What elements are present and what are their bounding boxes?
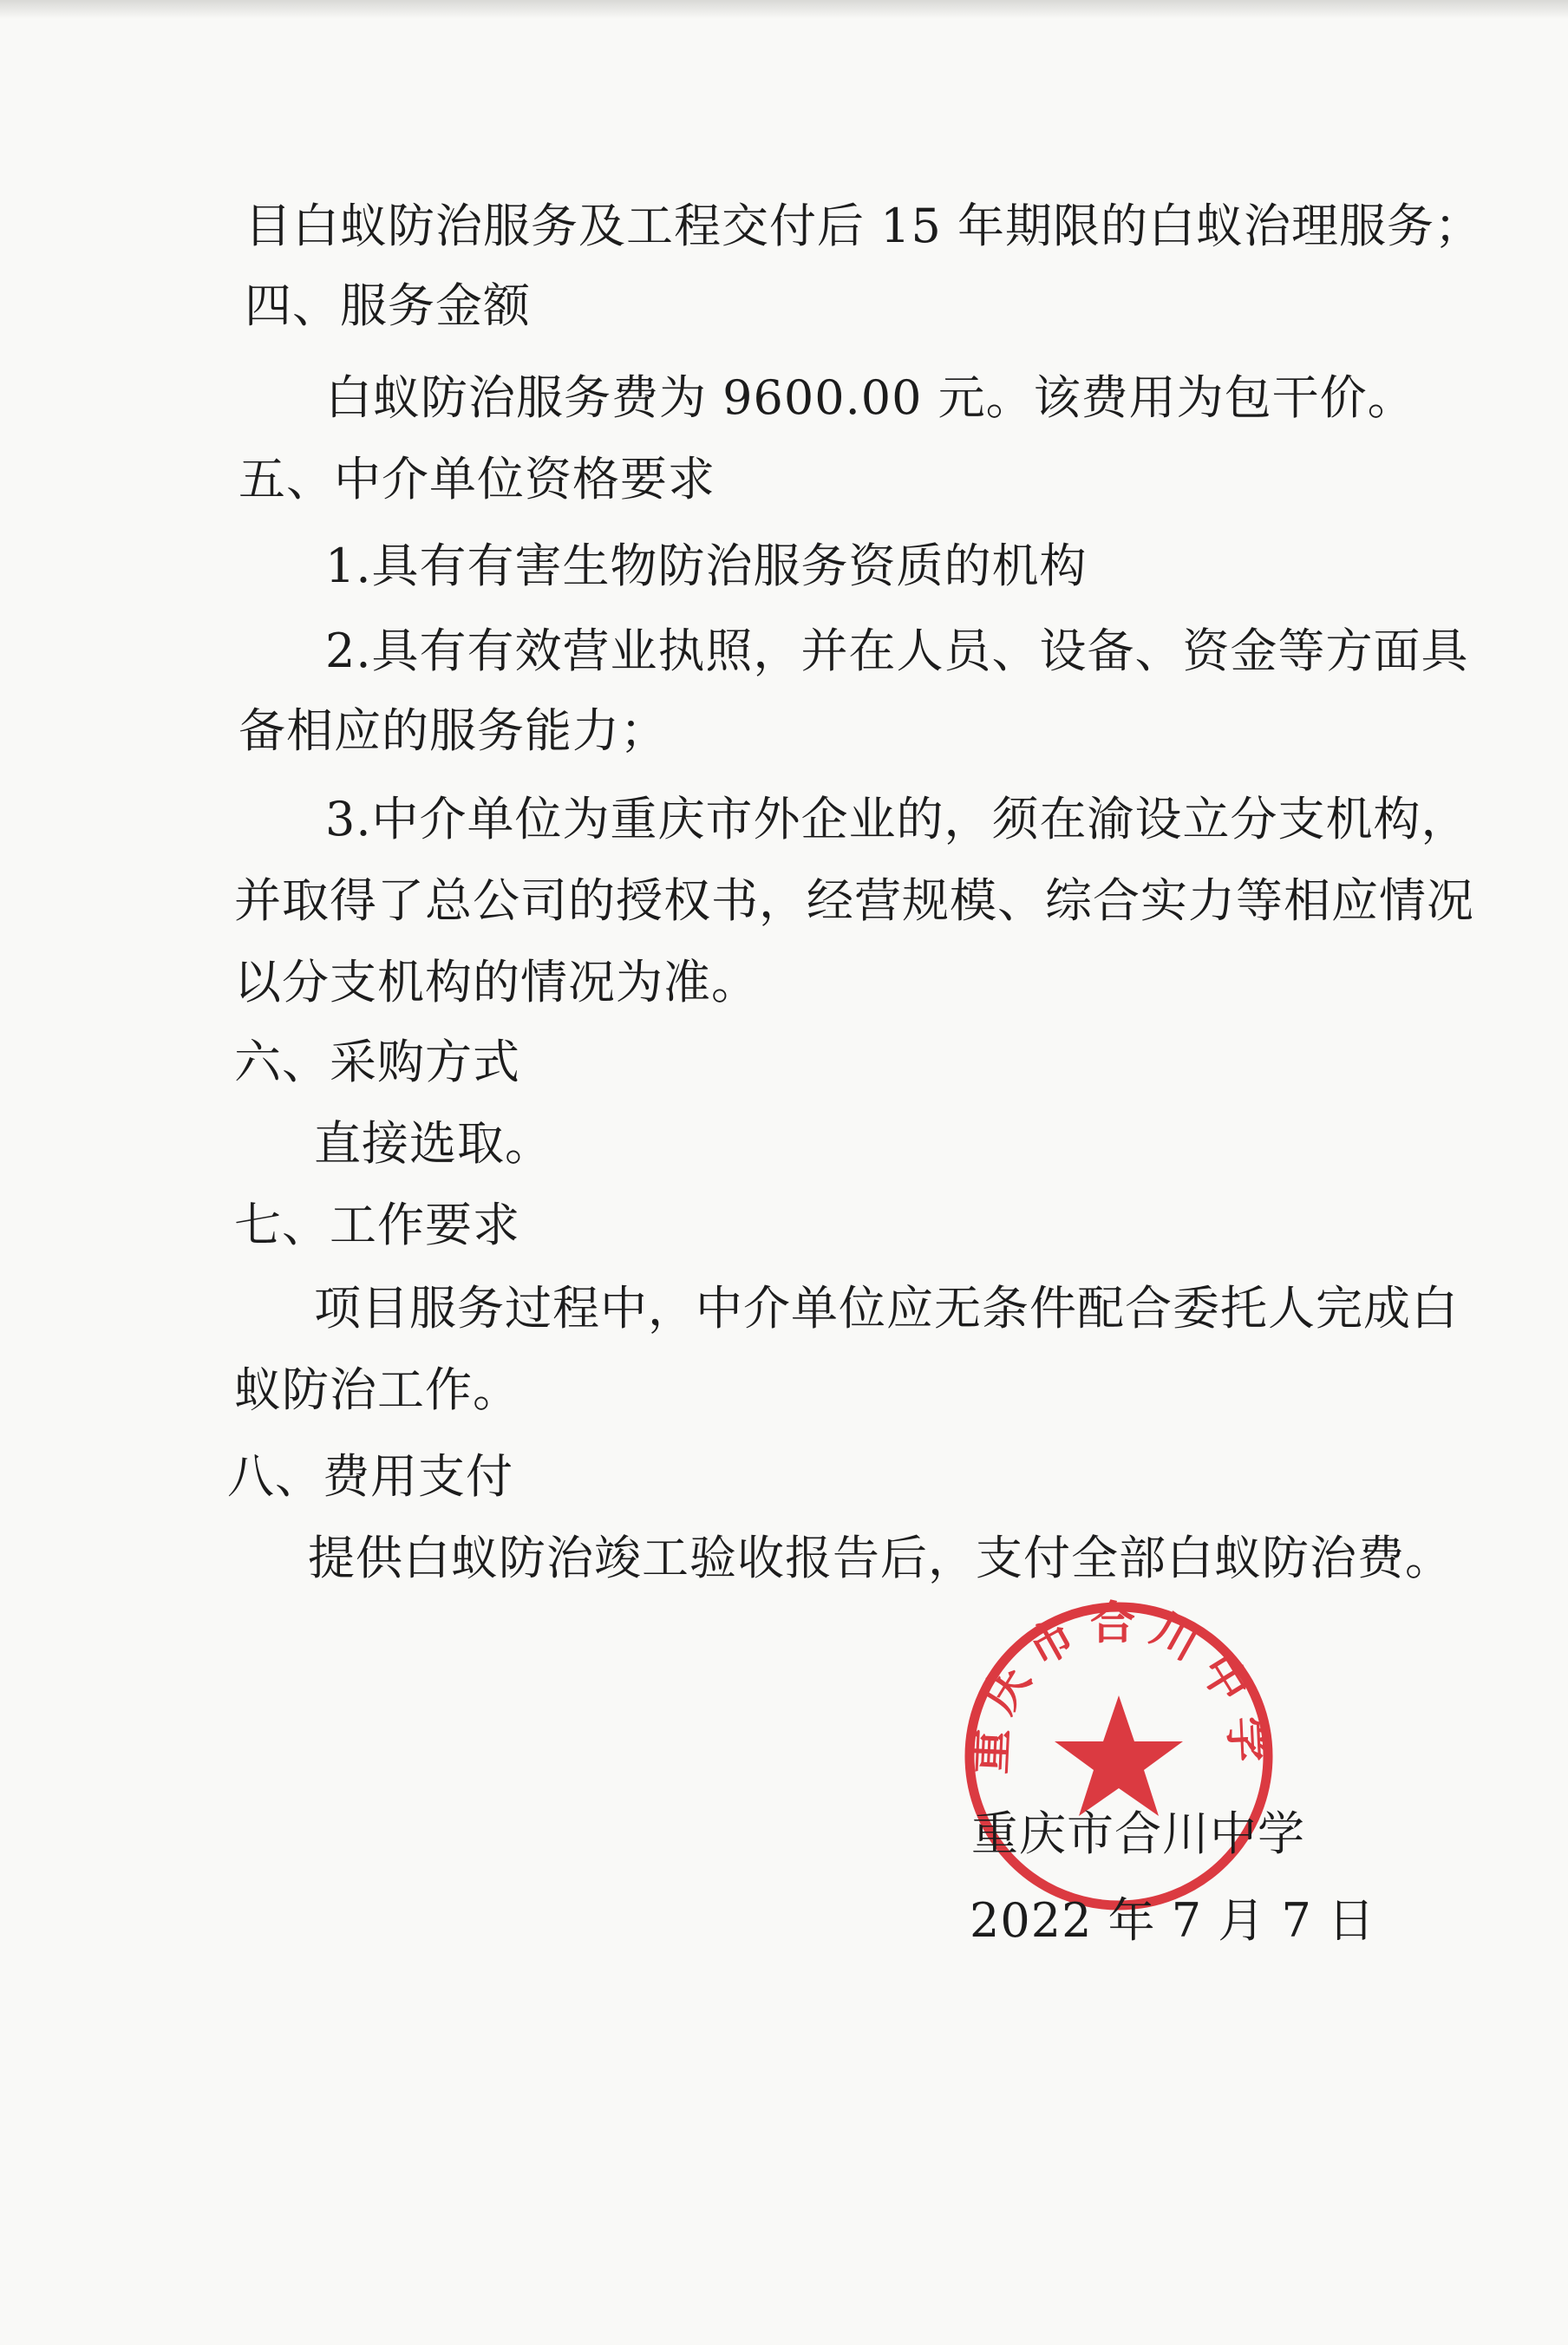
section-heading-payment: 八、费用支付 [227, 1449, 513, 1504]
qualification-item-2: 2.具有有效营业执照，并在人员、设备、资金等方面具 [325, 624, 1469, 678]
text-line-service-fee: 白蚁防治服务费为 9600.00 元。该费用为包干价。 [325, 370, 1415, 425]
seal-star-icon [1055, 1695, 1183, 1816]
section-heading-qualifications: 五、中介单位资格要求 [238, 452, 715, 506]
qualification-item-3-cont-2: 以分支机构的情况为准。 [234, 955, 759, 1009]
text-line-1: 目白蚁防治服务及工程交付后 15 年期限的白蚁治理服务； [245, 199, 1483, 253]
signature-date: 2022 年 7 月 7 日 [970, 1893, 1375, 1948]
svg-text:重庆市合川中学: 重庆市合川中学 [965, 1599, 1272, 1775]
qualification-item-3-cont-1: 并取得了总公司的授权书，经营规模、综合实力等相应情况 [234, 873, 1474, 928]
qualification-item-1: 1.具有有害生物防治服务资质的机构 [325, 539, 1088, 593]
text-line-procurement: 直接选取。 [314, 1116, 552, 1171]
official-seal-stamp [958, 1596, 1279, 1917]
section-heading-service-amount: 四、服务金额 [245, 278, 531, 333]
text-line-work-requirements: 项目服务过程中，中介单位应无条件配合委托人完成白 [314, 1281, 1459, 1336]
text-line-work-requirements-cont: 蚁防治工作。 [234, 1362, 520, 1417]
text-line-payment: 提供白蚁防治竣工验收报告后，支付全部白蚁防治费。 [308, 1531, 1453, 1585]
section-heading-procurement: 六、采购方式 [234, 1035, 520, 1089]
section-heading-work-requirements: 七、工作要求 [234, 1198, 520, 1252]
signature-organization: 重庆市合川中学 [971, 1806, 1305, 1861]
qualification-item-3: 3.中介单位为重庆市外企业的，须在渝设立分支机构， [325, 792, 1469, 846]
qualification-item-2-cont: 备相应的服务能力； [238, 703, 668, 758]
scan-edge-shadow [0, 0, 1568, 19]
